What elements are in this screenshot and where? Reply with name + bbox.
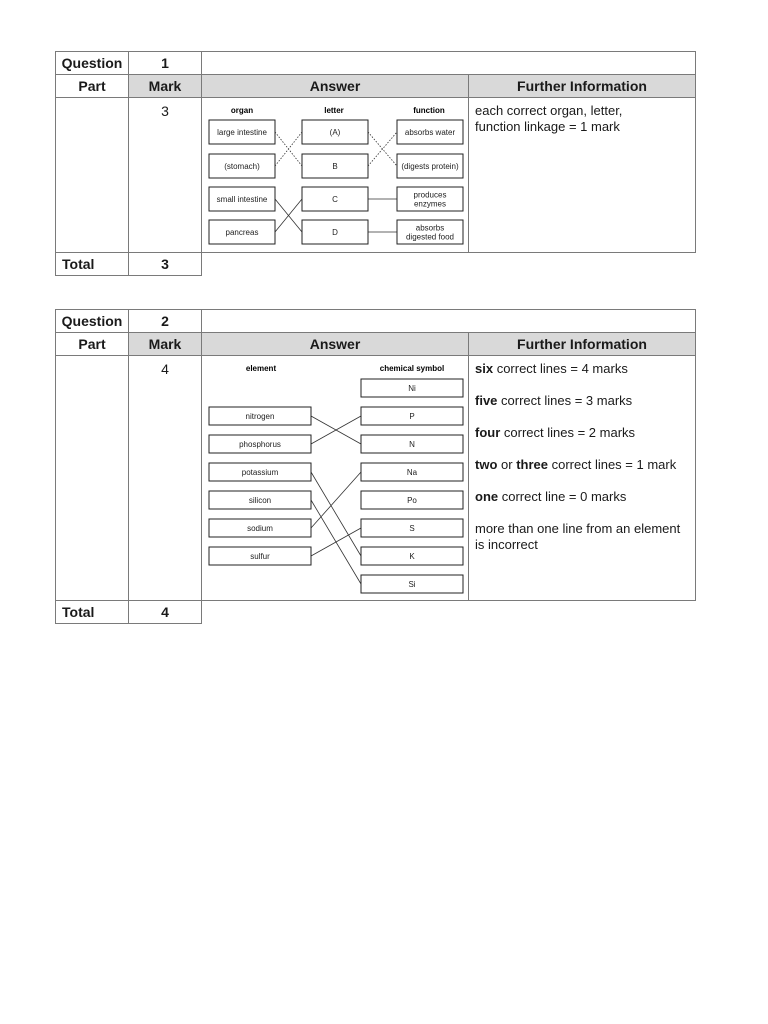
rule-six: six correct lines = 4 marks bbox=[475, 361, 628, 376]
element-column-heading: element bbox=[245, 364, 277, 373]
organ-box bbox=[209, 120, 275, 144]
rule-one: one correct line = 0 marks bbox=[475, 489, 627, 504]
link-line bbox=[311, 472, 361, 556]
part-label: Part bbox=[55, 74, 129, 98]
total-label: Total bbox=[55, 252, 129, 276]
svg-text:P: P bbox=[409, 412, 415, 421]
svg-text:K: K bbox=[409, 552, 415, 561]
svg-text:Na: Na bbox=[406, 468, 418, 477]
svg-text:produces: produces bbox=[413, 190, 447, 200]
symbol-box bbox=[361, 491, 463, 509]
svg-text:Si: Si bbox=[408, 580, 416, 589]
function-box bbox=[397, 120, 463, 144]
svg-text:(A): (A) bbox=[329, 128, 341, 137]
answer-header: Answer bbox=[201, 74, 469, 98]
function-column-heading: function bbox=[413, 106, 445, 115]
organ-box bbox=[209, 187, 275, 211]
link-line bbox=[311, 472, 361, 528]
rule-two-or-three: two or three correct lines = 1 mark bbox=[475, 457, 677, 472]
symbol-box bbox=[361, 575, 463, 593]
mark-value: 4 bbox=[128, 355, 202, 601]
svg-text:phosphorus: phosphorus bbox=[239, 440, 281, 449]
element-box bbox=[209, 407, 311, 425]
part-cell bbox=[55, 97, 129, 253]
total-value: 4 bbox=[128, 600, 202, 624]
organ-box bbox=[209, 154, 275, 178]
svg-text:(digests protein): (digests protein) bbox=[401, 162, 459, 171]
svg-text:B: B bbox=[332, 162, 338, 171]
svg-text:digested food: digested food bbox=[405, 232, 455, 242]
letter-column-heading: letter bbox=[324, 106, 344, 115]
symbol-box bbox=[361, 435, 463, 453]
element-box bbox=[209, 463, 311, 481]
letter-box bbox=[302, 120, 368, 144]
symbol-box bbox=[361, 463, 463, 481]
svg-text:C: C bbox=[332, 195, 338, 204]
svg-text:nitrogen: nitrogen bbox=[245, 412, 275, 421]
element-symbol-diagram bbox=[202, 356, 468, 600]
further-info-line-1: each correct organ, letter, bbox=[475, 103, 623, 118]
letter-box bbox=[302, 220, 368, 244]
function-box bbox=[397, 220, 463, 244]
symbol-box bbox=[361, 519, 463, 537]
symbol-box bbox=[361, 547, 463, 565]
element-box bbox=[209, 491, 311, 509]
letter-box bbox=[302, 154, 368, 178]
question-label: Question bbox=[55, 309, 129, 333]
further-information-header: Further Information bbox=[468, 332, 696, 356]
question-blank-cell bbox=[201, 51, 696, 75]
organ-box bbox=[209, 220, 275, 244]
rule-four: four correct lines = 2 marks bbox=[475, 425, 636, 440]
svg-text:N: N bbox=[409, 440, 415, 449]
svg-text:pancreas: pancreas bbox=[225, 228, 259, 237]
answer-cell bbox=[201, 97, 469, 253]
question-number: 2 bbox=[128, 309, 202, 333]
svg-text:potassium: potassium bbox=[241, 468, 279, 477]
organ-letter-function-diagram bbox=[202, 98, 468, 252]
question-blank-cell bbox=[201, 309, 696, 333]
further-information-cell bbox=[468, 355, 696, 601]
svg-text:(stomach): (stomach) bbox=[224, 162, 260, 171]
svg-text:silicon: silicon bbox=[248, 496, 272, 505]
svg-text:small intestine: small intestine bbox=[216, 195, 268, 204]
further-information-header: Further Information bbox=[468, 74, 696, 98]
total-label: Total bbox=[55, 600, 129, 624]
rule-more-than-one: more than one line from an element is incorrect bbox=[475, 521, 681, 552]
mark-header: Mark bbox=[128, 74, 202, 98]
element-box bbox=[209, 435, 311, 453]
svg-text:D: D bbox=[332, 228, 338, 237]
svg-text:absorbs water: absorbs water bbox=[404, 128, 456, 137]
element-box bbox=[209, 519, 311, 537]
link-line bbox=[311, 528, 361, 556]
part-cell bbox=[55, 355, 129, 601]
total-value: 3 bbox=[128, 252, 202, 276]
svg-text:sodium: sodium bbox=[247, 524, 273, 533]
question-label: Question bbox=[55, 51, 129, 75]
svg-text:Po: Po bbox=[407, 496, 417, 505]
svg-text:Ni: Ni bbox=[408, 384, 416, 393]
element-box bbox=[209, 547, 311, 565]
function-box bbox=[397, 187, 463, 211]
question-number: 1 bbox=[128, 51, 202, 75]
mark-header: Mark bbox=[128, 332, 202, 356]
symbol-box bbox=[361, 379, 463, 397]
further-information-cell bbox=[468, 97, 696, 253]
further-info-line-2: function linkage = 1 mark bbox=[475, 119, 620, 134]
svg-text:enzymes: enzymes bbox=[413, 199, 447, 209]
svg-text:sulfur: sulfur bbox=[250, 552, 270, 561]
symbol-box bbox=[361, 407, 463, 425]
mark-value: 3 bbox=[128, 97, 202, 253]
svg-text:absorbs: absorbs bbox=[415, 223, 445, 233]
function-box bbox=[397, 154, 463, 178]
part-label: Part bbox=[55, 332, 129, 356]
svg-text:S: S bbox=[409, 524, 415, 533]
symbol-column-heading: chemical symbol bbox=[379, 364, 445, 373]
letter-box bbox=[302, 187, 368, 211]
svg-text:large intestine: large intestine bbox=[217, 128, 267, 137]
answer-header: Answer bbox=[201, 332, 469, 356]
rule-five: five correct lines = 3 marks bbox=[475, 393, 633, 408]
answer-cell bbox=[201, 355, 469, 601]
organ-column-heading: organ bbox=[230, 106, 254, 115]
